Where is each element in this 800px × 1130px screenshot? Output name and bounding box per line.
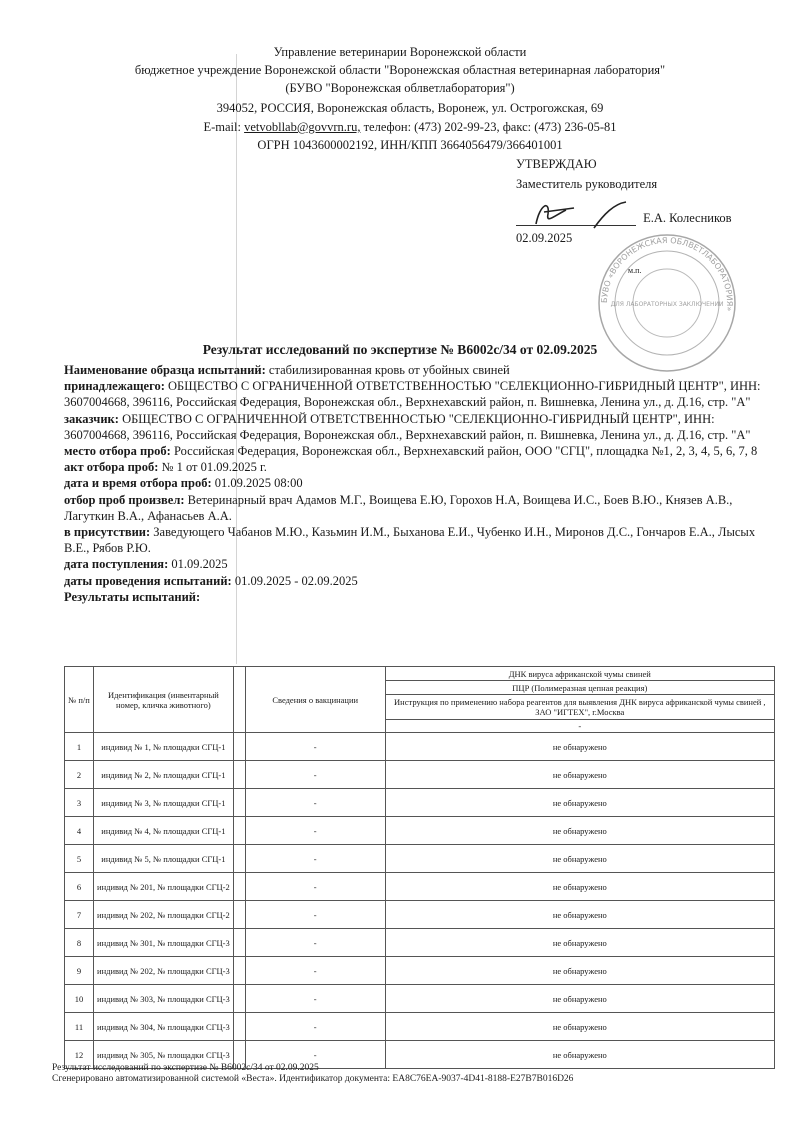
sampling-datetime-value: 01.09.2025 08:00 [214, 476, 303, 491]
sample-name-line [64, 362, 776, 378]
row-spacer [233, 733, 245, 761]
approver-position: Заместитель руководителя [516, 177, 658, 191]
sampling-place-value: Российская Федерация, Воронежская обл., Верхнехавский район, ООО "СГЦ", площадка №1, 2, 3, 4, 5, 6, 7, 8 [173, 444, 758, 459]
stamp-outer-text: БУВО «ВОРОНЕЖСКАЯ ОБЛВЕТЛАБОРАТОРИЯ» [599, 235, 735, 312]
row-number: 4 [65, 817, 94, 845]
row-identification: индивид № 201, № площадки СГЦ-2 [93, 873, 233, 901]
row-number: 6 [65, 873, 94, 901]
table-row [65, 817, 775, 845]
row-number: 3 [65, 789, 94, 817]
row-identification: индивид № 4, № площадки СГЦ-1 [93, 817, 233, 845]
table-row [65, 1013, 775, 1041]
row-vaccination: - [245, 817, 385, 845]
table-row [65, 957, 775, 985]
row-vaccination: - [245, 789, 385, 817]
presence-value: Заведующего Чабанов М.Ю., Казьмин И.М., Быханова Е.И., Чубенко И.Н., Миронов Д.С., Гончаров Е.А., Лысых В.Е., Рябов Р.Ю. [64, 525, 756, 556]
row-result: не обнаружено [385, 761, 774, 789]
table-row [65, 789, 775, 817]
approve-date: 02.09.2025 [516, 231, 573, 245]
sampling-place-label: место отбора проб: [64, 444, 171, 459]
col-header-spacer [233, 667, 245, 733]
row-vaccination: - [245, 1013, 385, 1041]
row-result: не обнаружено [385, 733, 774, 761]
document-title: Результат исследований по экспертизе № B6002c/34 от 02.09.2025 [202, 342, 598, 357]
row-result: не обнаружено [385, 845, 774, 873]
table-row [65, 733, 775, 761]
row-vaccination: - [245, 1041, 385, 1069]
method-header-pcr: ПЦР (Полимеразная цепная реакция) [385, 681, 774, 695]
col-header-identification: Идентификация (инвентарный номер, кличка животного) [93, 667, 233, 733]
row-result: не обнаружено [385, 817, 774, 845]
row-spacer [233, 1013, 245, 1041]
sample-info [64, 362, 776, 605]
received-value: 01.09.2025 [171, 557, 228, 572]
sample-label: Наименование образца испытаний: [64, 363, 266, 377]
row-number: 10 [65, 985, 94, 1013]
sampler-value: Ветеринарный врач Адамов М.Г., Воищева Е.Ю, Горохов Н.А, Воищева И.С., Боев В.Ю., Князев А.В., Лагуткин В.А., Афанасьев А.А. [64, 492, 733, 523]
instruction-header: Инструкция по применению набора реагентов для выявления ДНК вируса африканской чумы свиней , ЗАО "ИГТЕХ", г.Москва [385, 695, 774, 720]
col-header-vaccination: Сведения о вакцинации [245, 667, 385, 733]
header-ogrn: ОГРН 1043600002192, ИНН/КПП 3664056479/366401001 [257, 138, 563, 152]
row-spacer [233, 901, 245, 929]
presence-line [64, 524, 776, 556]
sampling-act-value: № 1 от 01.09.2025 г. [161, 460, 267, 475]
row-number: 9 [65, 957, 94, 985]
footer-reference: Результат исследований по экспертизе № B6002c/34 от 02.09.2025 [52, 1063, 319, 1073]
row-vaccination: - [245, 957, 385, 985]
row-spacer [233, 761, 245, 789]
row-vaccination: - [245, 901, 385, 929]
row-result: не обнаружено [385, 873, 774, 901]
results-heading [64, 589, 776, 605]
row-spacer [233, 845, 245, 873]
row-vaccination: - [245, 761, 385, 789]
stamp-inner-text: ДЛЯ ЛАБОРАТОРНЫХ ЗАКЛЮЧЕНИЙ [610, 301, 724, 308]
row-number: 7 [65, 901, 94, 929]
row-spacer [233, 789, 245, 817]
group-header-asf-dna: ДНК вируса африканской чумы свиней [385, 667, 774, 681]
row-vaccination: - [245, 873, 385, 901]
row-identification: индивид № 202, № площадки СГЦ-2 [93, 901, 233, 929]
row-result: не обнаружено [385, 929, 774, 957]
table-row [65, 901, 775, 929]
row-spacer [233, 817, 245, 845]
row-result: не обнаружено [385, 1041, 774, 1069]
table-row [65, 873, 775, 901]
row-identification: индивид № 304, № площадки СГЦ-3 [93, 1013, 233, 1041]
test-dates-line [64, 573, 776, 589]
table-row [65, 761, 775, 789]
customer-value: ОБЩЕСТВО С ОГРАНИЧЕННОЙ ОТВЕТСТВЕННОСТЬЮ "СЕЛЕКЦИОННО-ГИБРИДНЫЙ ЦЕНТР", ИНН: 3607004668, 396116, Российская Федерация, Воронежская обл., Верхнехавский район, п. Вишневка, Ленина ул., д. Д.16, стр. "А" [64, 411, 751, 442]
row-identification: индивид № 305, № площадки СГЦ-3 [93, 1041, 233, 1069]
sampler-line [64, 492, 776, 524]
row-result: не обнаружено [385, 901, 774, 929]
header-contacts [10, 119, 800, 135]
table-row [65, 985, 775, 1013]
row-identification: индивид № 301, № площадки СГЦ-3 [93, 929, 233, 957]
row-number: 12 [65, 1041, 94, 1069]
stamp-mp-label: м.п. [628, 266, 642, 275]
row-vaccination: - [245, 985, 385, 1013]
row-result: не обнаружено [385, 985, 774, 1013]
results-label: Результаты испытаний: [64, 589, 201, 604]
owner-label: принадлежащего: [64, 379, 165, 394]
row-identification: индивид № 202, № площадки СГЦ-3 [93, 957, 233, 985]
customer-label: заказчик: [64, 411, 119, 426]
row-result: не обнаружено [385, 789, 774, 817]
row-result: не обнаружено [385, 957, 774, 985]
sampler-label: отбор проб произвел: [64, 492, 185, 507]
row-identification: индивид № 303, № площадки СГЦ-3 [93, 985, 233, 1013]
row-identification: индивид № 1, № площадки СГЦ-1 [93, 733, 233, 761]
row-spacer [233, 929, 245, 957]
owner-value: ОБЩЕСТВО С ОГРАНИЧЕННОЙ ОТВЕТСТВЕННОСТЬЮ "СЕЛЕКЦИОННО-ГИБРИДНЫЙ ЦЕНТР", ИНН: 3607004668, 396116, Российская Федерация, Воронежская обл., Верхнехавский район, п. Вишневка, Ленина ул., д. Д.16, стр. "А" [64, 379, 761, 410]
customer-line [64, 411, 776, 443]
footer [52, 1063, 573, 1085]
test-dates-value: 01.09.2025 - 02.09.2025 [234, 573, 358, 588]
row-identification: индивид № 3, № площадки СГЦ-1 [93, 789, 233, 817]
row-number: 11 [65, 1013, 94, 1041]
email-link[interactable]: vetvobllab@govvrn.ru, [244, 120, 361, 134]
row-number: 1 [65, 733, 94, 761]
approve-title: УТВЕРЖДАЮ [516, 157, 597, 171]
sampling-act-label: акт отбора проб: [64, 460, 159, 475]
row-spacer [233, 957, 245, 985]
sampling-datetime-label: дата и время отбора проб: [64, 476, 212, 491]
header-org-short: (БУВО "Воронежская облветлаборатория") [285, 81, 515, 95]
sampling-place-line [64, 443, 776, 459]
row-vaccination: - [245, 733, 385, 761]
header-organization: бюджетное учреждение Воронежской области "Воронежская областная ветеринарная лаборатория" [134, 63, 666, 77]
results-table-body [65, 733, 775, 1069]
row-number: 5 [65, 845, 94, 873]
row-spacer [233, 985, 245, 1013]
header-address: 394052, РОССИЯ, Воронежская область, Воронеж, ул. Острогожская, 69 [216, 101, 604, 115]
approver-name: Е.А. Колесников [643, 211, 732, 225]
row-result: не обнаружено [385, 1013, 774, 1041]
presence-label: в присутствии: [64, 525, 151, 540]
col-header-number: № п/п [65, 667, 94, 733]
sampling-act-line [64, 459, 776, 475]
table-row [65, 929, 775, 957]
phone-fax: телефон: (473) 202-99-23, факс: (473) 236-05-81 [363, 120, 617, 134]
row-identification: индивид № 5, № площадки СГЦ-1 [93, 845, 233, 873]
row-spacer [233, 873, 245, 901]
test-dates-label: даты проведения испытаний: [64, 573, 232, 588]
row-number: 2 [65, 761, 94, 789]
received-line [64, 556, 776, 572]
instruction-dash: - [385, 720, 774, 733]
owner-line [64, 378, 776, 410]
sample-value: стабилизированная кровь от убойных свиней [268, 363, 510, 377]
results-table [64, 666, 775, 1069]
row-identification: индивид № 2, № площадки СГЦ-1 [93, 761, 233, 789]
sampling-datetime-line [64, 475, 776, 491]
header-authority: Управление ветеринарии Воронежской области [273, 45, 527, 59]
email-label: E-mail: [203, 120, 241, 134]
row-vaccination: - [245, 929, 385, 957]
row-vaccination: - [245, 845, 385, 873]
table-row [65, 845, 775, 873]
footer-generated: Сгенерировано автоматизированной системой «Веста». Идентификатор документа: EA8C76EA-9037-4D41-8188-E27B7B016D26 [52, 1074, 574, 1084]
received-label: дата поступления: [64, 557, 169, 572]
row-number: 8 [65, 929, 94, 957]
